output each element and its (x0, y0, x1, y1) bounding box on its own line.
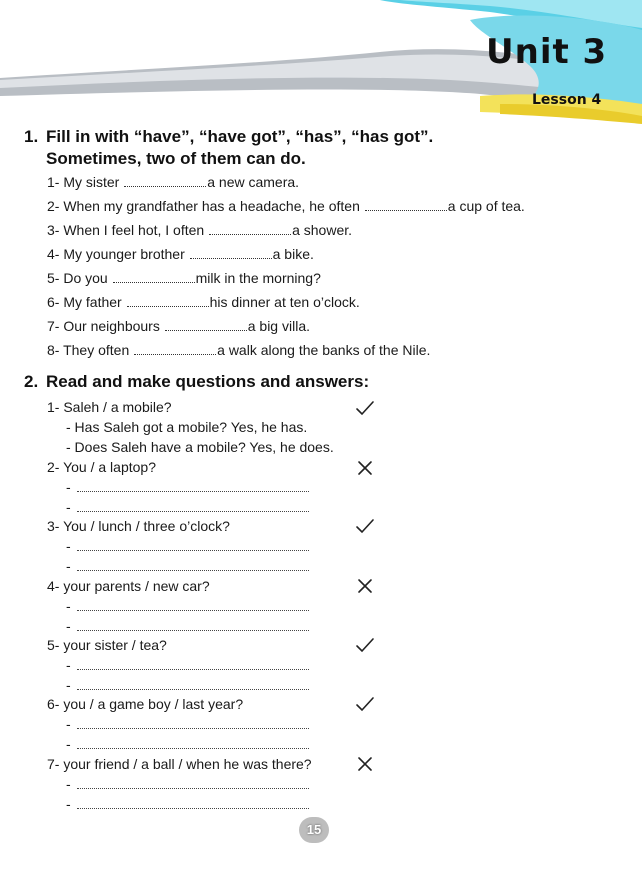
fill-item-text: 4- My younger brother (47, 246, 189, 262)
answer-blank[interactable] (77, 778, 309, 789)
fill-item-text: a shower. (292, 222, 353, 238)
dash: - (66, 538, 71, 554)
answer-blank[interactable] (77, 501, 309, 512)
fill-item-text: his dinner at ten o’clock. (209, 294, 360, 310)
fill-item-text: 6- My father (47, 294, 126, 310)
answer-line[interactable] (66, 537, 309, 555)
answer-line[interactable] (66, 715, 309, 733)
answer-blank[interactable] (77, 560, 309, 571)
fill-item (47, 221, 352, 239)
answer-line[interactable] (66, 656, 309, 674)
answer-blank[interactable] (77, 718, 309, 729)
fill-item (47, 293, 360, 311)
fill-item-text: 1- My sister (47, 174, 124, 190)
answer-blank[interactable] (77, 481, 309, 492)
answer-blank[interactable] (77, 540, 309, 551)
section2-number: 2. (24, 372, 39, 391)
fill-blank[interactable] (165, 318, 247, 331)
dash: - (66, 499, 71, 515)
dash: - (66, 677, 71, 693)
fill-blank[interactable] (134, 342, 216, 355)
fill-blank[interactable] (127, 294, 209, 307)
answer-blank[interactable] (77, 600, 309, 611)
answer-line[interactable] (66, 795, 309, 813)
question-prompt: 2- You / a laptop? (47, 459, 156, 475)
fill-item-text: a big villa. (247, 318, 310, 334)
dash: - (66, 716, 71, 732)
fill-item (47, 173, 299, 191)
fill-item (47, 245, 314, 263)
dash: - (66, 736, 71, 752)
fill-blank[interactable] (365, 198, 447, 211)
fill-item-text: a bike. (272, 246, 314, 262)
answer-line[interactable] (66, 735, 309, 753)
fill-item-text: 5- Do you (47, 270, 112, 286)
page-number: 15 (299, 817, 329, 843)
answer-line[interactable] (66, 597, 309, 615)
fill-item-text: milk in the morning? (195, 270, 321, 286)
fill-item (47, 197, 525, 215)
dash: - (66, 776, 71, 792)
question-prompt: 3- You / lunch / three o’clock? (47, 518, 230, 534)
dash: - (66, 558, 71, 574)
question-prompt: 4- your parents / new car? (47, 578, 210, 594)
example-prompt: 1- Saleh / a mobile? (47, 399, 172, 415)
dash: - (66, 618, 71, 634)
example-answer: - Does Saleh have a mobile? Yes, he does. (66, 439, 334, 455)
answer-line[interactable] (66, 676, 309, 694)
check-icon (355, 400, 375, 416)
answer-line[interactable] (66, 617, 309, 635)
fill-blank[interactable] (124, 174, 206, 187)
fill-item-text: 8- They often (47, 342, 134, 358)
section1-title-line1: Fill in with “have”, “have got”, “has”, “has got”. (46, 127, 434, 146)
fill-item (47, 341, 430, 359)
unit-title: Unit 3 (486, 32, 608, 72)
answer-blank[interactable] (77, 738, 309, 749)
dash: - (66, 479, 71, 495)
fill-item-text: 3- When I feel hot, I often (47, 222, 209, 238)
answer-blank[interactable] (77, 679, 309, 690)
fill-blank[interactable] (209, 222, 291, 235)
section2-title: Read and make questions and answers: (46, 372, 370, 391)
fill-item (47, 269, 321, 287)
section1-heading (24, 126, 433, 170)
example-answer: - Has Saleh got a mobile? Yes, he has. (66, 419, 308, 435)
check-icon (355, 696, 375, 712)
dash: - (66, 796, 71, 812)
answer-blank[interactable] (77, 659, 309, 670)
check-icon (355, 637, 375, 653)
fill-item-text: 2- When my grandfather has a headache, he often (47, 198, 364, 214)
answer-blank[interactable] (77, 620, 309, 631)
fill-item-text: a cup of tea. (447, 198, 525, 214)
fill-item (47, 317, 310, 335)
section1-number: 1. (24, 127, 39, 146)
question-prompt: 5- your sister / tea? (47, 637, 167, 653)
section2-heading (24, 371, 369, 393)
answer-blank[interactable] (77, 798, 309, 809)
fill-blank[interactable] (113, 270, 195, 283)
cross-icon (355, 578, 375, 594)
fill-item-text: a new camera. (207, 174, 300, 190)
fill-blank[interactable] (190, 246, 272, 259)
dash: - (66, 598, 71, 614)
section1-title-line2: Sometimes, two of them can do. (46, 149, 306, 168)
cross-icon (355, 756, 375, 772)
check-icon (355, 518, 375, 534)
lesson-title: Lesson 4 (532, 92, 602, 108)
fill-item-text: a walk along the banks of the Nile. (217, 342, 431, 358)
answer-line[interactable] (66, 478, 309, 496)
question-prompt: 7- your friend / a ball / when he was there? (47, 756, 312, 772)
answer-line[interactable] (66, 498, 309, 516)
cross-icon (355, 460, 375, 476)
question-prompt: 6- you / a game boy / last year? (47, 696, 244, 712)
answer-line[interactable] (66, 775, 309, 793)
fill-item-text: 7- Our neighbours (47, 318, 164, 334)
answer-line[interactable] (66, 557, 309, 575)
dash: - (66, 657, 71, 673)
